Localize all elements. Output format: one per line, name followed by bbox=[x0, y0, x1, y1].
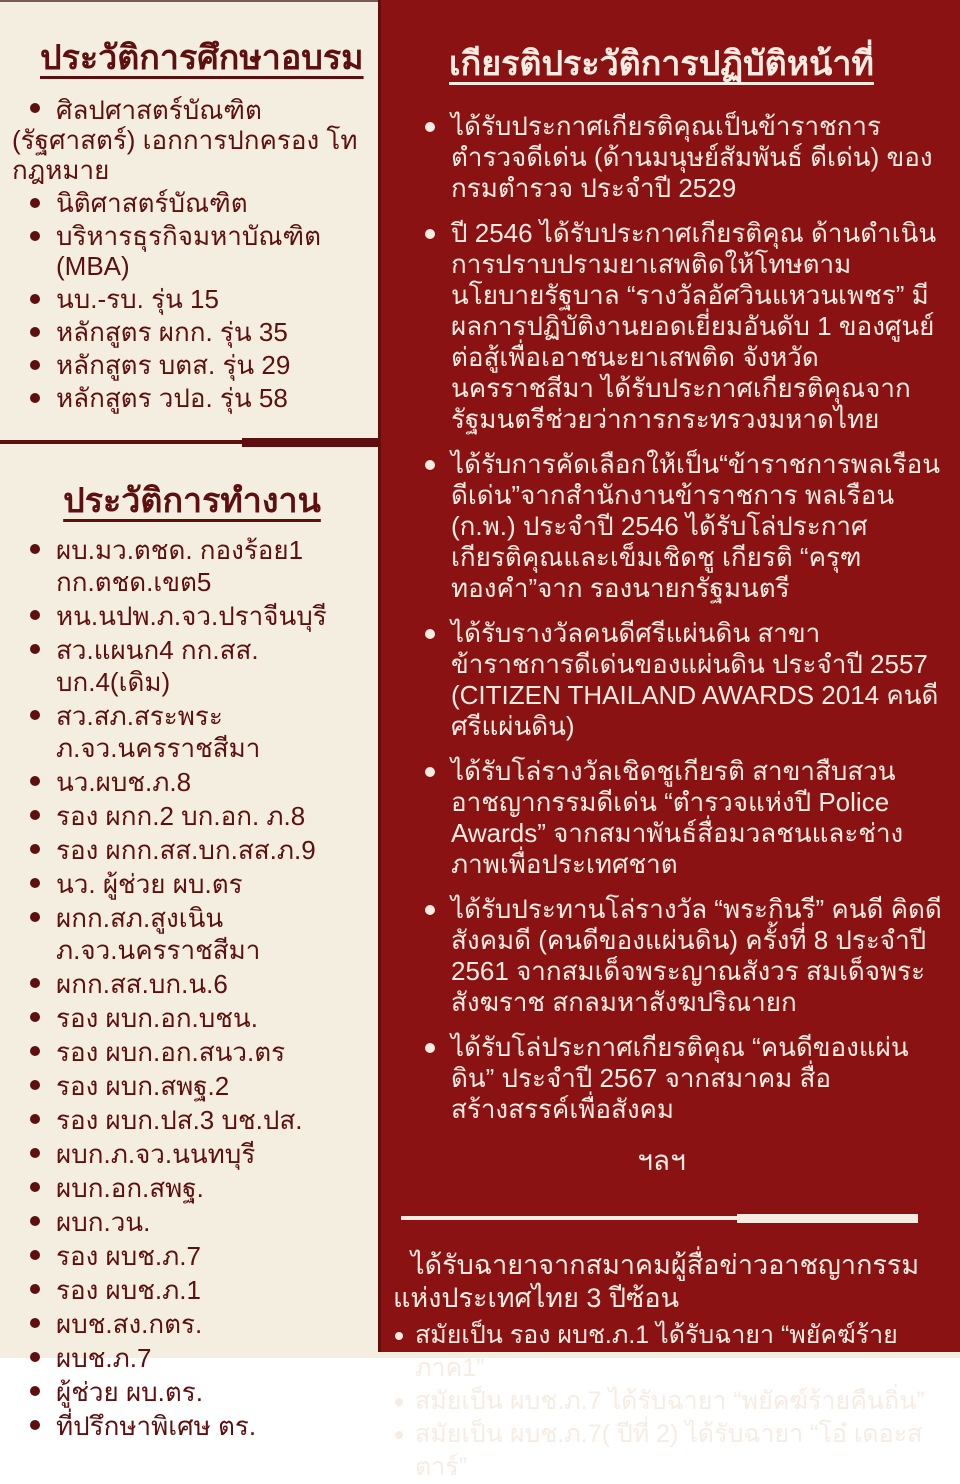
education-list bbox=[12, 95, 372, 413]
education-item: บริหารธุรกิจมหาบัณฑิต (MBA) bbox=[12, 221, 372, 281]
nickname-item: สมัยเป็น รอง ผบช.ภ.1 ได้รับฉายา “พยัคฆ์ร้ายภาค1” bbox=[393, 1319, 942, 1385]
honor-item: ได้รับโล่ประกาศเกียรติคุณ “คนดีของแผ่นดิน” ประจำปี 2567 จากสมาคม สื่อสร้างสรรค์เพื่อสังคม bbox=[421, 1032, 942, 1125]
work-item: นว. ผู้ช่วย ผบ.ตร bbox=[12, 868, 372, 900]
education-item: นิติศาสตร์บัณฑิต bbox=[12, 188, 372, 218]
left-column bbox=[0, 0, 378, 1441]
work-item: รอง ผกก.สส.บก.สส.ภ.9 bbox=[12, 834, 372, 866]
honors-list bbox=[421, 111, 942, 1125]
work-item: รอง ผบก.ปส.3 บช.ปส. bbox=[12, 1104, 372, 1136]
work-item: ผบช.ภ.7 bbox=[12, 1342, 372, 1374]
education-item: ศิลปศาสตร์บัณฑิต (รัฐศาสตร์) เอกการปกครอง โทกฎหมาย bbox=[12, 95, 372, 185]
work-item: สว.แผนก4 กก.สส. บก.4(เดิม) bbox=[12, 634, 372, 698]
nickname-intro: ได้รับฉายาจากสมาคมผู้สื่อข่าวอาชญากรรมแห่งประเทศไทย 3 ปีซ้อน bbox=[393, 1249, 920, 1313]
education-section-title: ประวัติการศึกษาอบรม bbox=[40, 39, 364, 77]
work-item: รอง ผบก.สพฐ.2 bbox=[12, 1070, 372, 1102]
divider-thick-segment bbox=[242, 438, 378, 447]
honor-item: ได้รับประกาศเกียรติคุณเป็นข้าราชการตำรวจดีเด่น (ด้านมนุษย์สัมพันธ์ ดีเด่น) ของกรมตำรวจ ประจำปี 2529 bbox=[421, 111, 942, 204]
work-item: หน.นปพ.ภ.จว.ปราจีนบุรี bbox=[12, 600, 372, 632]
honor-item: ปี 2546 ได้รับประกาศเกียรติคุณ ด้านดำเนินการปราบปรามยาเสพติดให้โทษตาม นโยบายรัฐบาล “รางวัลอัศวินแหวนเพชร” มีผลการปฏิบัติงานยอดเยี่ยมอันดับ 1 ของศูนย์ต่อสู้เพื่อเอาชนะยาเสพติด จังหวัดนครราชสีมา ได้รับประกาศเกียรติคุณจากรัฐมนตรีช่วยว่าการกระทรวงมหาดไทย bbox=[421, 218, 942, 435]
education-item: หลักสูตร วปอ. รุ่น 58 bbox=[12, 383, 372, 413]
education-item: นบ.-รบ. รุ่น 15 bbox=[12, 284, 372, 314]
work-item: ผู้ช่วย ผบ.ตร. bbox=[12, 1376, 372, 1408]
work-item: ผกก.สส.บก.น.6 bbox=[12, 968, 372, 1000]
divider-thick-segment bbox=[737, 1214, 918, 1223]
honor-item: ได้รับโล่รางวัลเชิดชูเกียรติ สาขาสืบสวนอาชญากรรมดีเด่น “ตำรวจแห่งปี Police Awards” จากสมาพันธ์สื่อมวลชนและช่างภาพเพื่อประเทศชาต bbox=[421, 756, 942, 880]
honor-item: ได้รับประทานโล่รางวัล “พระกินรี” คนดี คิดดี สังคมดี (คนดีของแผ่นดิน) ครั้งที่ 8 ประจำปี 2561 จากสมเด็จพระญาณสังวร สมเด็จพระสังฆราช สกลมหาสังฆปริณายก bbox=[421, 894, 942, 1018]
work-item: รอง ผบก.อก.สนว.ตร bbox=[12, 1036, 372, 1068]
nickname-list bbox=[393, 1319, 942, 1484]
work-list bbox=[12, 534, 372, 1442]
honor-item: ได้รับการคัดเลือกให้เป็น“ข้าราชการพลเรือนดีเด่น”จากสำนักงานข้าราชการ พลเรือน (ก.พ.) ประจำปี 2546 ได้รับโล่ประกาศเกียรติคุณและเข็มเชิดชู เกียรติ “ครุฑทองคำ”จาก รองนายกรัฐมนตรี bbox=[421, 449, 942, 604]
honor-item: ได้รับรางวัลคนดีศรีแผ่นดิน สาขาข้าราชการดีเด่นของแผ่นดิน ประจำปี 2557 (CITIZEN THAILAND AWARDS 2014 คนดีศรีแผ่นดิน) bbox=[421, 618, 942, 742]
nickname-item: สมัยเป็น ผบช.ภ.7( ปีที่ 2) ได้รับฉายา “โอ๋ เดอะสตาร์” bbox=[393, 1418, 942, 1484]
divider-thin-segment bbox=[0, 440, 246, 444]
work-item: ผบก.ภ.จว.นนทบุรี bbox=[12, 1138, 372, 1170]
work-section-title: ประวัติการทำงาน bbox=[63, 481, 321, 520]
section-divider bbox=[0, 437, 378, 447]
education-item: หลักสูตร ผกก. รุ่น 35 bbox=[12, 317, 372, 347]
work-item: รอง ผบช.ภ.1 bbox=[12, 1274, 372, 1306]
work-item: ผบ.มว.ตชด. กองร้อย1 กก.ตชด.เขต5 bbox=[12, 534, 372, 598]
honors-section-title: เกียรติประวัติการปฏิบัติหน้าที่ bbox=[449, 45, 874, 83]
work-item: ผกก.สภ.สูงเนิน ภ.จว.นครราชสีมา bbox=[12, 902, 372, 966]
etcetera-text: ฯลฯ bbox=[637, 1144, 686, 1176]
work-item: นว.ผบช.ภ.8 bbox=[12, 766, 372, 798]
education-item: หลักสูตร บตส. รุ่น 29 bbox=[12, 350, 372, 380]
work-item: ผบช.สง.กตร. bbox=[12, 1308, 372, 1340]
work-item: รอง ผบช.ภ.7 bbox=[12, 1240, 372, 1272]
nickname-item: สมัยเป็น ผบช.ภ.7 ได้รับฉายา “พยัคฆ์ร้ายคืนถิ่น” bbox=[393, 1385, 942, 1418]
work-item: สว.สภ.สระพระ ภ.จว.นครราชสีมา bbox=[12, 700, 372, 764]
work-item: รอง ผบก.อก.บชน. bbox=[12, 1002, 372, 1034]
right-column bbox=[378, 0, 960, 1481]
work-item: รอง ผกก.2 บก.อก. ภ.8 bbox=[12, 800, 372, 832]
section-divider bbox=[401, 1213, 918, 1223]
divider-thin-segment bbox=[401, 1216, 742, 1220]
work-item: ผบก.อก.สพฐ. bbox=[12, 1172, 372, 1204]
work-item: ผบก.วน. bbox=[12, 1206, 372, 1238]
work-item: ที่ปรึกษาพิเศษ ตร. bbox=[12, 1410, 372, 1442]
